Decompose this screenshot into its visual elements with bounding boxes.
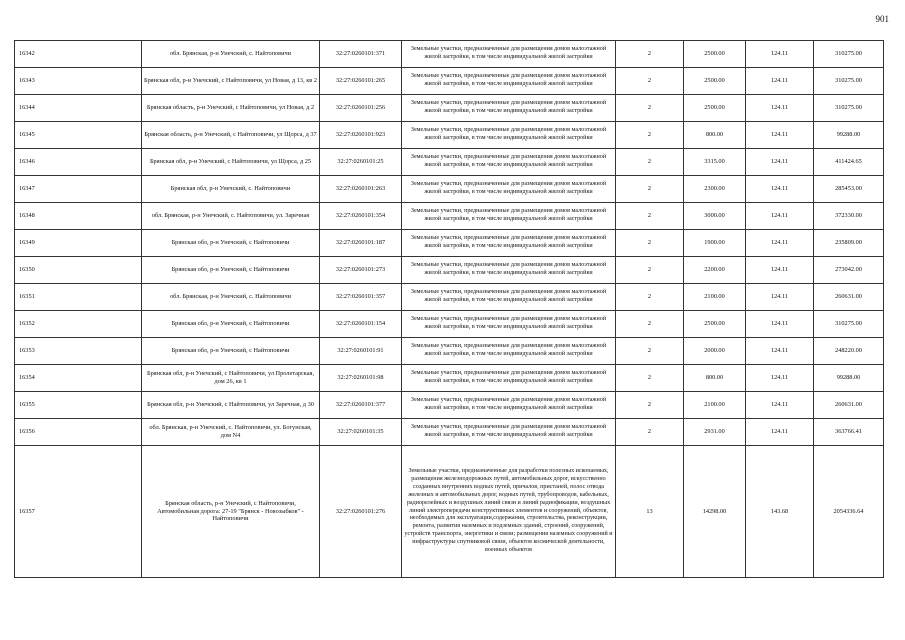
area-cell: 3000.00 [684, 203, 746, 230]
table-row [15, 365, 884, 392]
cadastral-number-cell: 32:27:0260101:25 [320, 149, 402, 176]
address-cell: Брянская обл, р-н Унечский, с Найтоповичи [142, 257, 320, 284]
land-use-cell: Земельные участки, предназначенные для размещения домов малоэтажной жилой застройки, в том числе индивидуальной жилой застройки [402, 230, 616, 257]
cadastral-value-cell: 310275.00 [814, 68, 884, 95]
area-cell: 800.00 [684, 122, 746, 149]
cadastral-value-cell: 99288.00 [814, 122, 884, 149]
specific-value-cell: 124.11 [746, 419, 814, 446]
address-cell: Брянская обл, р-н Унечский, с Найтоповичи [142, 230, 320, 257]
land-use-cell: Земельные участки, предназначенные для размещения домов малоэтажной жилой застройки, в том числе индивидуальной жилой застройки [402, 176, 616, 203]
specific-value-cell: 124.11 [746, 203, 814, 230]
land-use-cell: Земельные участки, предназначенные для размещения домов малоэтажной жилой застройки, в том числе индивидуальной жилой застройки [402, 41, 616, 68]
use-group-cell: 2 [616, 284, 684, 311]
row-number: 16344 [15, 95, 142, 122]
table-row [15, 446, 884, 578]
land-use-cell: Земельные участки, предназначенные для размещения домов малоэтажной жилой застройки, в том числе индивидуальной жилой застройки [402, 149, 616, 176]
land-use-cell: Земельные участки, предназначенные для размещения домов малоэтажной жилой застройки, в том числе индивидуальной жилой застройки [402, 284, 616, 311]
cadastral-number-cell: 32:27:0260101:273 [320, 257, 402, 284]
land-use-cell: Земельные участки, предназначенные для размещения домов малоэтажной жилой застройки, в том числе индивидуальной жилой застройки [402, 311, 616, 338]
cadastral-number-cell: 32:27:0260101:98 [320, 365, 402, 392]
area-cell: 14298.00 [684, 446, 746, 578]
area-cell: 2200.00 [684, 257, 746, 284]
cadastral-value-cell: 363766.41 [814, 419, 884, 446]
specific-value-cell: 124.11 [746, 95, 814, 122]
land-use-cell: Земельные участки, предназначенные для размещения домов малоэтажной жилой застройки, в том числе индивидуальной жилой застройки [402, 338, 616, 365]
row-number: 16342 [15, 41, 142, 68]
use-group-cell: 2 [616, 68, 684, 95]
area-cell: 2100.00 [684, 392, 746, 419]
cadastral-value-cell: 310275.00 [814, 311, 884, 338]
cadastral-value-cell: 372330.00 [814, 203, 884, 230]
cadastral-value-cell: 285453.00 [814, 176, 884, 203]
specific-value-cell: 124.11 [746, 257, 814, 284]
use-group-cell: 2 [616, 41, 684, 68]
table-body [15, 41, 884, 578]
cadastral-number-cell: 32:27:0260101:187 [320, 230, 402, 257]
cadastral-number-cell: 32:27:0260101:276 [320, 446, 402, 578]
specific-value-cell: 124.11 [746, 41, 814, 68]
address-cell: обл. Брянская, р-н Унечский, с. Найтоповичи [142, 41, 320, 68]
use-group-cell: 2 [616, 419, 684, 446]
area-cell: 2931.00 [684, 419, 746, 446]
address-cell: обл. Брянская, р-н Унечский, с. Найтоповичи, ул. Заречная [142, 203, 320, 230]
cadastral-number-cell: 32:27:0260101:35 [320, 419, 402, 446]
address-cell: Брянская обл, р-н Унечский, с Найтоповичи [142, 311, 320, 338]
use-group-cell: 2 [616, 230, 684, 257]
land-use-cell: Земельные участки, предназначенные для размещения домов малоэтажной жилой застройки, в том числе индивидуальной жилой застройки [402, 68, 616, 95]
row-number: 16357 [15, 446, 142, 578]
specific-value-cell: 143.68 [746, 446, 814, 578]
use-group-cell: 2 [616, 257, 684, 284]
cadastral-value-cell: 310275.00 [814, 95, 884, 122]
table-row [15, 419, 884, 446]
table-row [15, 311, 884, 338]
specific-value-cell: 124.11 [746, 68, 814, 95]
table-row [15, 338, 884, 365]
land-use-cell: Земельные участки, предназначенные для размещения домов малоэтажной жилой застройки, в том числе индивидуальной жилой застройки [402, 392, 616, 419]
specific-value-cell: 124.11 [746, 284, 814, 311]
use-group-cell: 2 [616, 176, 684, 203]
address-cell: Брянская обл, р-н Унечский, с Найтоповичи, ул Заречная, д 30 [142, 392, 320, 419]
page-number: 901 [875, 14, 889, 24]
use-group-cell: 2 [616, 203, 684, 230]
cadastral-value-cell: 2054336.64 [814, 446, 884, 578]
cadastral-value-cell: 273042.00 [814, 257, 884, 284]
row-number: 16343 [15, 68, 142, 95]
row-number: 16351 [15, 284, 142, 311]
area-cell: 2300.00 [684, 176, 746, 203]
cadastral-value-cell: 99288.00 [814, 365, 884, 392]
cadastral-number-cell: 32:27:0260101:265 [320, 68, 402, 95]
cadastral-number-cell: 32:27:0260101:371 [320, 41, 402, 68]
use-group-cell: 2 [616, 365, 684, 392]
row-number: 16356 [15, 419, 142, 446]
land-use-cell: Земельные участки, предназначенные для разработки полезных ископаемых, размещения железнодорожных путей, автомобильных дорог, искусственно созданных внутренних водных путей, причалов, пристаней, полос отвода железных и автомобильных дорог, водных путей, трубопроводов, кабельных, радиорелейных и воздушных линий связи и линий радиофикации, воздушных линий электропередачи конструктивных элементов и сооружений, объектов, необходимых для эксплуатации,содержания, строительства, реконструкции, ремонта, развития наземных и подземных зданий, строений, сооружений, устройств транспорта, энергетики и связи; размещения наземных сооружений и инфраструктуры спутниковой связи, объектов космической деятельности, военных объектов [402, 446, 616, 578]
specific-value-cell: 124.11 [746, 176, 814, 203]
table-row [15, 230, 884, 257]
use-group-cell: 2 [616, 338, 684, 365]
area-cell: 2500.00 [684, 95, 746, 122]
table-row [15, 257, 884, 284]
table-row [15, 122, 884, 149]
row-number: 16349 [15, 230, 142, 257]
cadastral-value-cell: 260631.00 [814, 392, 884, 419]
area-cell: 2000.00 [684, 338, 746, 365]
cadastral-value-cell: 235809.00 [814, 230, 884, 257]
cadastral-number-cell: 32:27:0260101:354 [320, 203, 402, 230]
table-row [15, 176, 884, 203]
row-number: 16355 [15, 392, 142, 419]
land-use-cell: Земельные участки, предназначенные для размещения домов малоэтажной жилой застройки, в том числе индивидуальной жилой застройки [402, 419, 616, 446]
cadastral-number-cell: 32:27:0260101:154 [320, 311, 402, 338]
address-cell: Брянская обл, р-н Унечский, с Найтоповичи, ул Щорса, д 25 [142, 149, 320, 176]
table-row [15, 149, 884, 176]
land-use-cell: Земельные участки, предназначенные для размещения домов малоэтажной жилой застройки, в том числе индивидуальной жилой застройки [402, 257, 616, 284]
cadastral-number-cell: 32:27:0260101:357 [320, 284, 402, 311]
cadastral-value-cell: 310275.00 [814, 41, 884, 68]
use-group-cell: 2 [616, 122, 684, 149]
cadastral-number-cell: 32:27:0260101:256 [320, 95, 402, 122]
area-cell: 800.00 [684, 365, 746, 392]
cadastral-number-cell: 32:27:0260101:377 [320, 392, 402, 419]
area-cell: 2500.00 [684, 68, 746, 95]
use-group-cell: 2 [616, 392, 684, 419]
cadastral-value-cell: 411424.65 [814, 149, 884, 176]
cadastral-number-cell: 32:27:0260101:923 [320, 122, 402, 149]
cadastral-value-cell: 248220.00 [814, 338, 884, 365]
row-number: 16353 [15, 338, 142, 365]
row-number: 16354 [15, 365, 142, 392]
land-use-cell: Земельные участки, предназначенные для размещения домов малоэтажной жилой застройки, в том числе индивидуальной жилой застройки [402, 95, 616, 122]
row-number: 16345 [15, 122, 142, 149]
cadastral-number-cell: 32:27:0260101:91 [320, 338, 402, 365]
specific-value-cell: 124.11 [746, 365, 814, 392]
address-cell: Брянская обл, р-н Унечский, с Найтоповичи, ул Новая, д 13, кв 2 [142, 68, 320, 95]
address-cell: Брянская обл, р-н Унечский, с Найтоповичи, ул Пролетарская, дом 26, кв 1 [142, 365, 320, 392]
specific-value-cell: 124.11 [746, 311, 814, 338]
table-row [15, 41, 884, 68]
table-row [15, 68, 884, 95]
use-group-cell: 2 [616, 311, 684, 338]
land-use-cell: Земельные участки, предназначенные для размещения домов малоэтажной жилой застройки, в том числе индивидуальной жилой застройки [402, 203, 616, 230]
cadastral-number-cell: 32:27:0260101:263 [320, 176, 402, 203]
row-number: 16352 [15, 311, 142, 338]
address-cell: Брянская область, р-н Унечский, с Найтоповичи, ул Новая, д 2 [142, 95, 320, 122]
cadastral-value-cell: 260631.00 [814, 284, 884, 311]
address-cell: обл. Брянская, р-н Унечский, с. Найтоповичи, ул. Богунская, дом N4 [142, 419, 320, 446]
area-cell: 2100.00 [684, 284, 746, 311]
table-row [15, 203, 884, 230]
row-number: 16346 [15, 149, 142, 176]
address-cell: Брянская область, р-н Унечский, с Найтоповичи, Автомобильная дорога: 27-19 "Брянск - Новозыбков" - Найтоповичи [142, 446, 320, 578]
address-cell: Брянская обл, р-н Унечский, с. Найтоповичи [142, 176, 320, 203]
specific-value-cell: 124.11 [746, 122, 814, 149]
land-use-cell: Земельные участки, предназначенные для размещения домов малоэтажной жилой застройки, в том числе индивидуальной жилой застройки [402, 365, 616, 392]
area-cell: 2500.00 [684, 41, 746, 68]
address-cell: Брянская обл, р-н Унечский, с Найтоповичи [142, 338, 320, 365]
table-row [15, 392, 884, 419]
table-row [15, 95, 884, 122]
address-cell: Брянская область, р-н Унечский, с Найтоповичи, ул Щорса, д 37 [142, 122, 320, 149]
area-cell: 3315.00 [684, 149, 746, 176]
area-cell: 1900.00 [684, 230, 746, 257]
use-group-cell: 2 [616, 95, 684, 122]
area-cell: 2500.00 [684, 311, 746, 338]
row-number: 16348 [15, 203, 142, 230]
use-group-cell: 2 [616, 149, 684, 176]
specific-value-cell: 124.11 [746, 149, 814, 176]
use-group-cell: 13 [616, 446, 684, 578]
specific-value-cell: 124.11 [746, 338, 814, 365]
cadastral-value-table [14, 40, 884, 578]
row-number: 16350 [15, 257, 142, 284]
specific-value-cell: 124.11 [746, 392, 814, 419]
row-number: 16347 [15, 176, 142, 203]
land-use-cell: Земельные участки, предназначенные для размещения домов малоэтажной жилой застройки, в том числе индивидуальной жилой застройки [402, 122, 616, 149]
specific-value-cell: 124.11 [746, 230, 814, 257]
table-row [15, 284, 884, 311]
address-cell: обл. Брянская, р-н Унечский, с. Найтоповичи [142, 284, 320, 311]
